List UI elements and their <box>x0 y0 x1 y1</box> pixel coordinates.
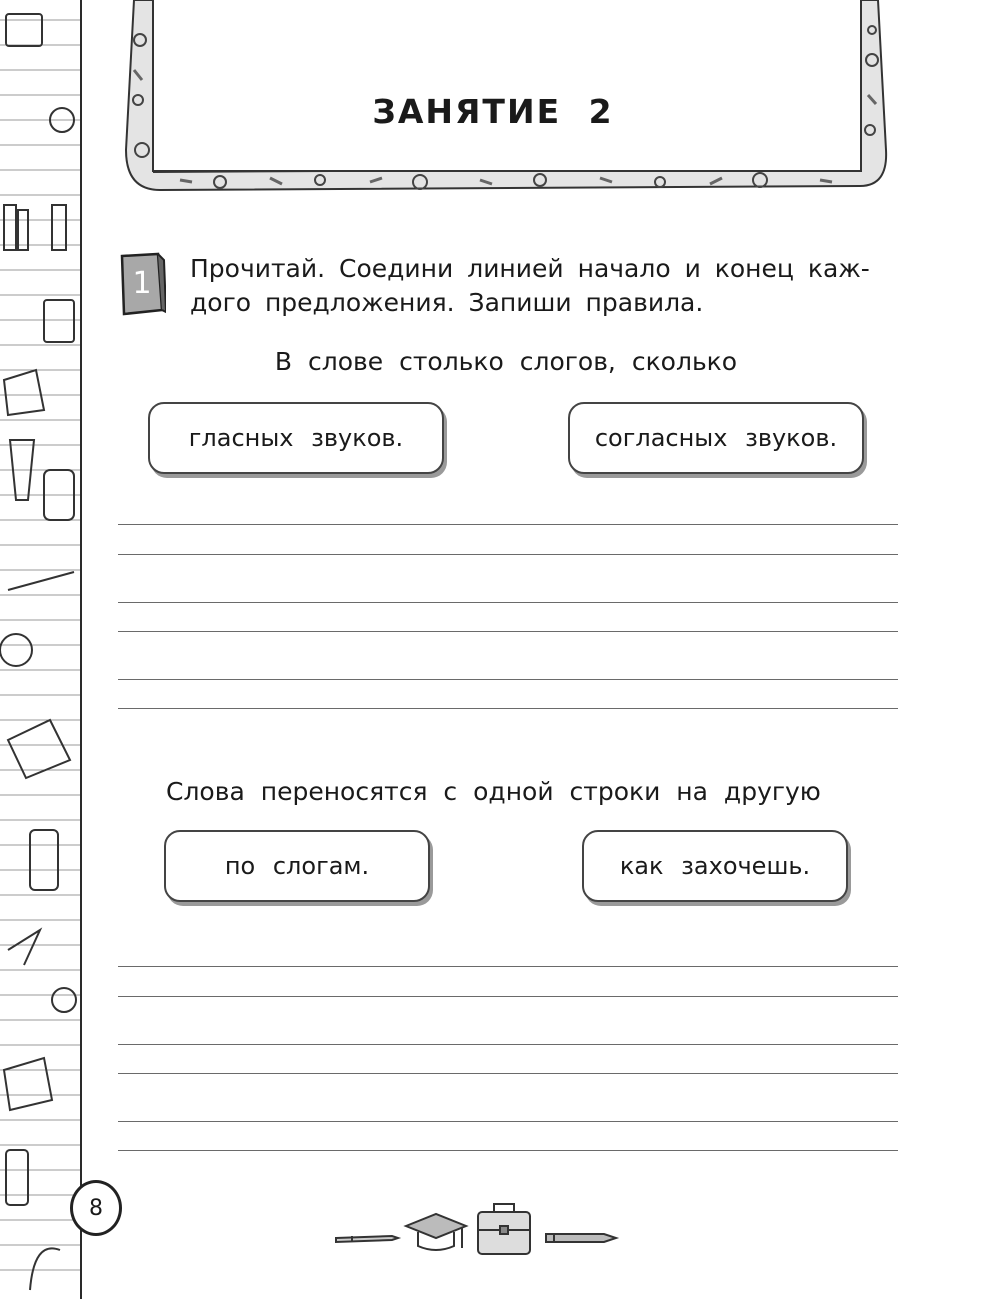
writing-line[interactable] <box>118 602 898 603</box>
footer-doodles <box>332 1196 622 1260</box>
pen-icon <box>336 1236 398 1242</box>
writing-line[interactable] <box>118 1121 898 1122</box>
sentence-2-option-b[interactable]: как захочешь. <box>582 830 848 902</box>
notebook-doodles-strip <box>0 0 82 1299</box>
writing-line[interactable] <box>118 1150 898 1151</box>
pencil-icon <box>546 1234 616 1242</box>
doodles-icon <box>0 0 80 1299</box>
writing-line[interactable] <box>118 708 898 709</box>
instruction-line-1: Прочитай. Соедини линией начало и конец каж- <box>190 254 870 283</box>
sentence-2-option-a[interactable]: по слогам. <box>164 830 430 902</box>
sentence-2-start: Слова переносятся с одной строки на другую <box>166 777 821 806</box>
writing-line[interactable] <box>118 631 898 632</box>
sentence-1-option-b[interactable]: согласных звуков. <box>568 402 864 474</box>
briefcase-icon <box>478 1204 530 1254</box>
writing-line[interactable] <box>118 966 898 967</box>
writing-line[interactable] <box>118 524 898 525</box>
sentence-1-option-a[interactable]: гласных звуков. <box>148 402 444 474</box>
sentence-1-start: В слове столько слогов, сколько <box>274 347 738 376</box>
writing-line[interactable] <box>118 679 898 680</box>
header-panel <box>152 0 862 172</box>
task-instruction <box>190 252 900 320</box>
graduation-cap-icon <box>406 1214 466 1250</box>
writing-line[interactable] <box>118 1044 898 1045</box>
writing-line[interactable] <box>118 1073 898 1074</box>
task-number-badge <box>118 252 166 316</box>
page-number: 8 <box>70 1180 122 1236</box>
writing-line[interactable] <box>118 554 898 555</box>
lesson-title: ЗАНЯТИЕ 2 <box>372 92 614 131</box>
instruction-line-2: дого предложения. Запиши правила. <box>190 288 704 317</box>
task-number: 1 <box>132 266 152 301</box>
writing-line[interactable] <box>118 996 898 997</box>
